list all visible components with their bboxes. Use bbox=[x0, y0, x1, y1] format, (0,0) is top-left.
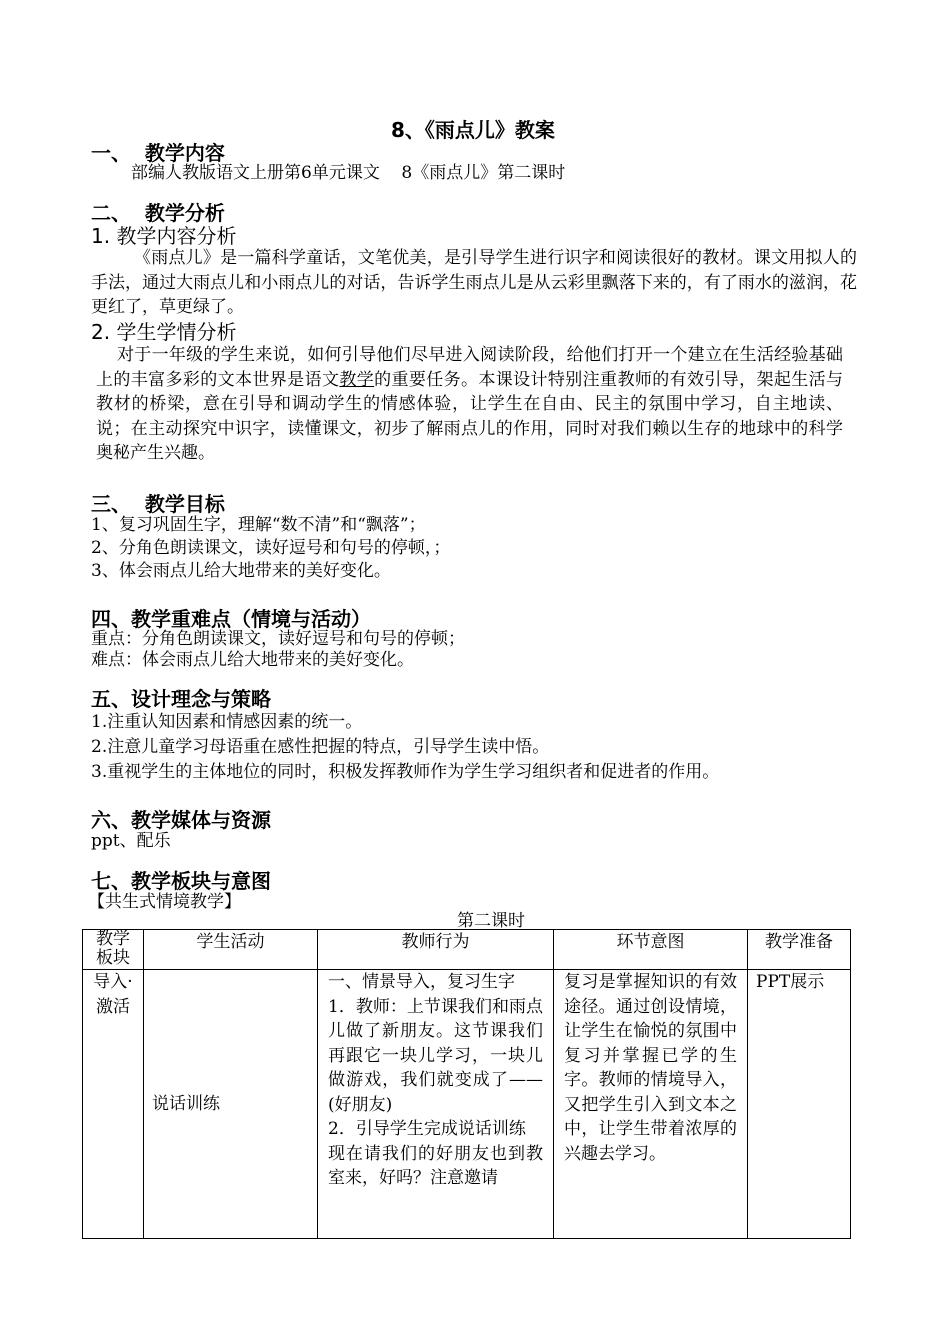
content-analysis-subheading: 1. 教学内容分析 bbox=[91, 224, 237, 248]
content-analysis-paragraph bbox=[91, 246, 857, 320]
key-point-item: 重点：分角色朗读课文，读好逗号和句号的停顿； bbox=[91, 629, 465, 649]
section-5-heading: 五、设计理念与策略 bbox=[91, 687, 271, 711]
learner-analysis-subheading: 2. 学生学情分析 bbox=[91, 320, 237, 344]
header-cell-intent: 环节意图 bbox=[554, 930, 748, 970]
table-caption: 第二课时 bbox=[457, 911, 525, 931]
lesson-table bbox=[82, 929, 851, 1239]
content-analysis-text: 《雨点儿》是一篇科学童话，文笔优美，是引导学生进行识字和阅读很好的教材。课文用拟人的手法，通过大雨点儿和小雨点儿的对话，告诉学生雨点儿是从云彩里飘落下来的，有了雨水的滋润，花更红了，草更绿了。 bbox=[91, 248, 857, 317]
section-6-heading: 六、教学媒体与资源 bbox=[91, 808, 271, 832]
section-3-heading: 三、 教学目标 bbox=[91, 492, 225, 516]
section-2-heading: 二、 教学分析 bbox=[91, 201, 225, 225]
section-7-heading: 七、教学板块与意图 bbox=[91, 869, 271, 893]
intent-cell: 复习是掌握知识的有效途径。通过创设情境，让学生在愉悦的氛围中复习并掌握已学的生字。教师的情境导入，又把学生引入到文本之中，让学生带着浓厚的兴趣去学习。 bbox=[554, 970, 748, 1239]
learner-analysis-text-b: 的重要任务。本课设计特别注重教师的有效引导，架起生活与教材的桥梁，意在引导和调动学生的情感体验，让学生在自由、民主的氛围中学习，自主地读、说；在主动探究中识字，读懂课文，初步了解雨点儿的作用，同时对我们赖以生存的地球中的科学奥秘产生兴趣。 bbox=[96, 369, 844, 463]
prep-cell: PPT展示 bbox=[748, 970, 851, 1239]
section-4-heading: 四、教学重难点（情境与活动） bbox=[91, 607, 371, 631]
learner-analysis-text-a: 对于一年级的学生来说，如何引导他们尽早进入阅读阶段，给他们打开一个建立在生活经验基础上的丰富多彩的文本世界是语文 bbox=[96, 345, 843, 390]
strategy-item: 1.注重认知因素和情感因素的统一。 bbox=[91, 712, 363, 732]
learner-analysis-underlined: 教学 bbox=[339, 369, 375, 390]
header-cell-module: 教学板块 bbox=[83, 930, 144, 970]
student-activity-cell: 说话训练 bbox=[144, 970, 318, 1239]
header-cell-teacher: 教师行为 bbox=[318, 930, 554, 970]
strategy-item: 2.注意儿童学习母语重在感性把握的特点，引导学生读中悟。 bbox=[91, 737, 550, 757]
module-cell: 导入·激活 bbox=[83, 970, 144, 1239]
teacher-action-cell: 一、情景导入，复习生字 1．教师：上节课我们和雨点儿做了新朋友。这节课我们再跟它一块儿学习，一块儿做游戏，我们就变成了——(好朋友) 2．引导学生完成说话训练 现在请我们的好朋友也到教室来，好吗？注意邀请 bbox=[318, 970, 554, 1239]
objective-item: 2、分角色朗读课文，读好逗号和句号的停顿，； bbox=[91, 538, 451, 558]
objective-item: 3、体会雨点儿给大地带来的美好变化。 bbox=[91, 561, 391, 581]
objective-item: 1、复习巩固生字，理解“数不清”和“飘落”； bbox=[91, 515, 426, 535]
header-cell-student: 学生活动 bbox=[144, 930, 318, 970]
section-1-heading: 一、 教学内容 bbox=[91, 141, 225, 165]
difficulty-item: 难点：体会雨点儿给大地带来的美好变化。 bbox=[91, 650, 414, 670]
table-header-row bbox=[83, 930, 851, 970]
strategy-item: 3.重视学生的主体地位的同时，积极发挥教师作为学生学习组织者和促进者的作用。 bbox=[91, 762, 720, 782]
header-cell-prep: 教学准备 bbox=[748, 930, 851, 970]
document-title: 8、《雨点儿》教案 bbox=[391, 118, 555, 142]
teaching-mode-text: 【共生式情境教学】 bbox=[88, 892, 241, 912]
learner-analysis-paragraph bbox=[96, 343, 843, 466]
table-row bbox=[83, 970, 851, 1239]
section-1-text: 部编人教版语文上册第6单元课文 8《雨点儿》第二课时 bbox=[131, 163, 566, 183]
media-text: ppt、配乐 bbox=[91, 831, 171, 851]
